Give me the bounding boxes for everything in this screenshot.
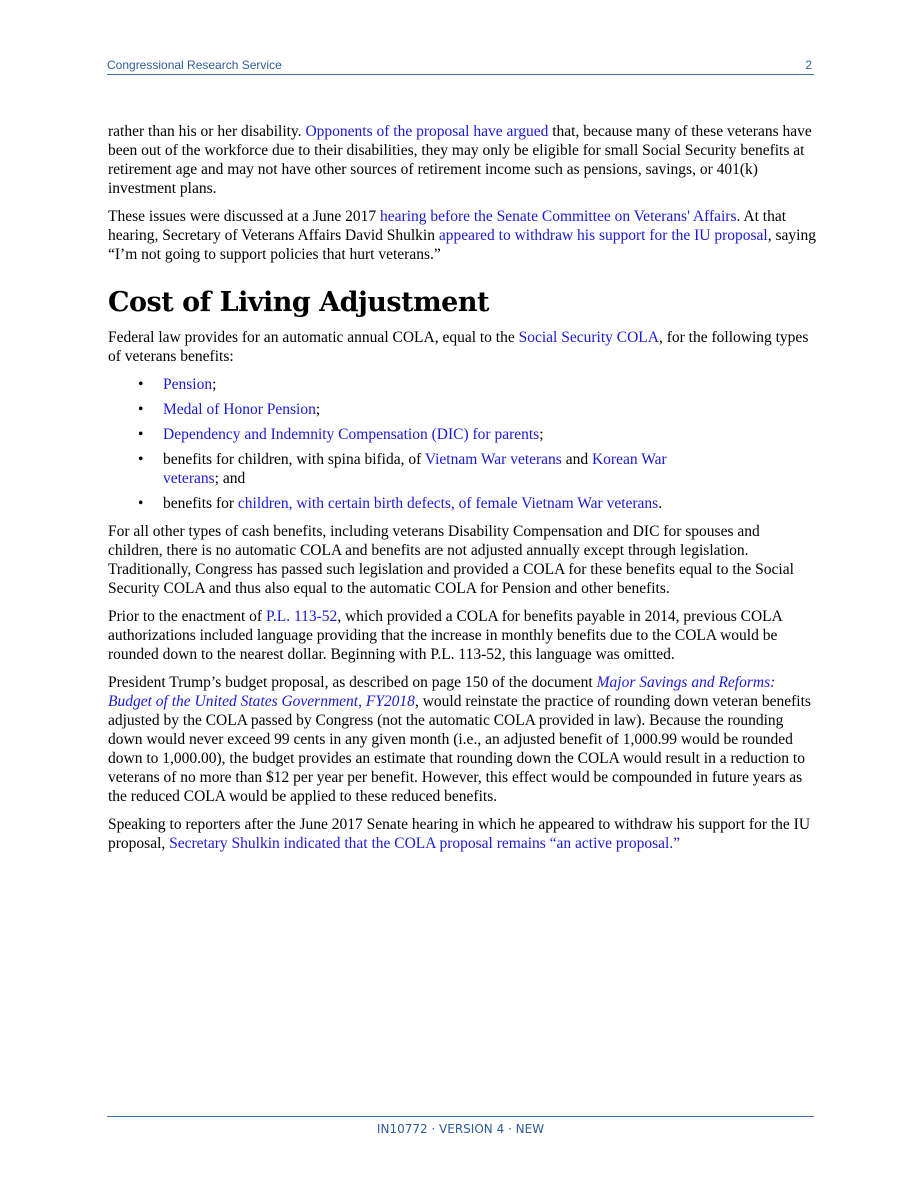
page-header [107,57,814,75]
bullet-icon: • [138,376,144,393]
benefits-list [108,375,816,513]
list-item [108,494,816,513]
header-org-name: Congressional Research Service [107,58,282,72]
bullet-icon: • [138,495,144,512]
section-heading: Cost of Living Adjustment [108,287,489,318]
text: Federal law provides for an automatic annual COLA, equal to the [108,329,519,346]
link-birth-defects[interactable]: children, with certain birth defects, of female Vietnam War veterans [237,495,659,512]
text: ; [315,401,321,418]
bullet-icon: • [138,426,144,443]
text: For all other types of cash benefits, including veterans Disability Compensation and DIC for spouses and children, there is no automatic COLA and benefits are not adjusted annually except through legislation. Traditionally, Congress has passed such legislation and provided a COLA for these benefits equal to the Social Security COLA and thus also equal to the automatic COLA for Pension and other benefits. [108,523,794,597]
link-dic-parents[interactable]: Dependency and Indemnity Compensation (DIC) for parents [163,426,540,443]
link-medal-of-honor[interactable]: Medal of Honor Pension [163,401,316,418]
text: and [561,451,592,468]
paragraph-shulkin-reporters [108,815,816,853]
link-opponents-argued[interactable]: Opponents of the proposal have argued [305,123,549,140]
text: , would reinstate the practice of rounding down veteran benefits adjusted by the COLA passed by Congress (not the automatic COLA provided in law). Because the rounding down would never exceed 99 cents in any given month (i.e., an adjusted benefit of 1,000.99 would be rounded down to 1,000.00), the budget provides an estimate that rounding down the COLA would result in a reduction to veterans of no more than $12 per year per benefit. However, this effect would be compounded in future years as the reduced COLA would be applied to these reduced benefits. [108,693,811,805]
footer-doc-id: IN10772 · VERSION 4 · NEW [376,1122,545,1136]
bullet-icon: • [138,401,144,418]
text: President Trump’s budget proposal, as described on page 150 of the document [108,674,597,691]
text: ; [212,376,217,393]
text: , which provided a COLA for benefits payable in 2014, previous COLA authorizations included language providing that the increase in monthly benefits due to the COLA would be rounded down to the nearest dollar. Beginning with P.L. 113-52, this language was omitted. [108,608,782,663]
list-item [108,375,816,394]
text: rather than his or her disability. [108,123,306,140]
link-korean-veterans[interactable]: Korean War veterans [163,451,667,487]
paragraph-cola-intro [108,328,816,366]
text: , for the following types of veterans benefits: [108,329,809,365]
link-social-security-cola[interactable]: Social Security COLA [518,329,659,346]
text: . At that hearing, Secretary of Veterans Affairs David Shulkin [108,208,787,244]
paragraph-pl-113-52 [108,607,816,664]
bullet-icon: • [138,451,144,468]
text: These issues were discussed at a June 2017 [108,208,381,225]
text: . [658,495,663,512]
text: Speaking to reporters after the June 2017 Senate hearing in which he appeared to withdraw his support for the IU proposal, [108,816,811,852]
link-budget-document[interactable]: Major Savings and Reforms: Budget of the United States Government, FY2018 [108,674,776,710]
paragraph-iu-opponents [108,122,816,198]
text: that, because many of these veterans have been out of the workforce due to their disabilities, they may only be eligible for small Social Security benefits at retirement age and may not have other sources of retirement income such as pensions, savings, or 401(k) investment plans. [108,123,812,197]
link-pl-113-52[interactable]: P.L. 113-52 [265,608,338,625]
page-number: 2 [805,58,812,72]
link-vietnam-veterans[interactable]: Vietnam War veterans [424,451,562,468]
link-pension[interactable]: Pension [163,376,213,393]
link-withdraw-support[interactable]: appeared to withdraw his support for the IU proposal [438,227,768,244]
text: benefits for children, with spina bifida, of [163,451,425,468]
link-senate-hearing[interactable]: hearing before the Senate Committee on Veterans' Affairs [380,208,737,225]
text: ; and [214,470,246,487]
list-item [108,400,816,419]
text: Prior to the enactment of [108,608,266,625]
text: benefits for [163,495,238,512]
page-footer [107,1116,814,1136]
paragraph-budget-proposal [108,673,816,806]
document-body [108,122,816,862]
list-item [108,450,816,488]
link-active-proposal[interactable]: Secretary Shulkin indicated that the COLA proposal remains “an active proposal.” [169,835,681,852]
list-item [108,425,816,444]
text: , saying “I’m not going to support policies that hurt veterans.” [108,227,816,263]
text: ; [539,426,544,443]
paragraph-hearing [108,207,816,264]
paragraph-other-benefits [108,522,816,598]
